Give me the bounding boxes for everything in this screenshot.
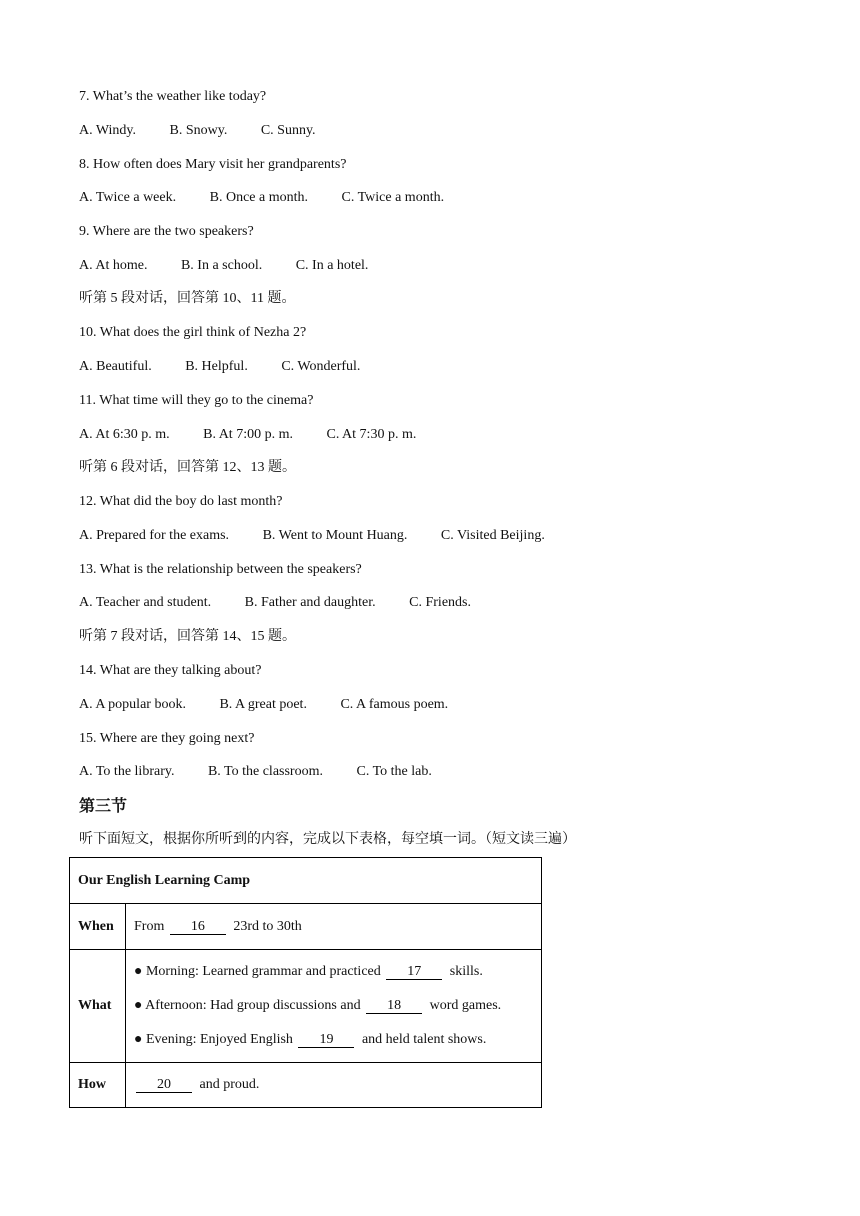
table-title-row	[70, 858, 542, 904]
options-10	[79, 358, 360, 376]
option-a: A. Teacher and student.	[79, 595, 212, 610]
row-label-how: How	[70, 1063, 126, 1108]
how-suffix: and proud.	[199, 1077, 260, 1092]
option-a: A. At 6:30 p. m.	[79, 427, 170, 442]
question-11: 11. What time will they go to the cinema?	[79, 393, 314, 408]
option-a: A. At home.	[79, 258, 148, 273]
section-title: 第三节	[79, 796, 128, 815]
option-c: C. Friends.	[409, 595, 471, 610]
when-content	[126, 904, 542, 950]
table-row-how	[70, 1063, 542, 1108]
options-7	[79, 122, 316, 140]
options-15	[79, 763, 432, 781]
section-instruction: 听下面短文，根据你所听到的内容，完成以下表格，每空填一词。（短文读三遍）	[79, 832, 576, 847]
option-a: A. Windy.	[79, 123, 136, 138]
option-b: B. In a school.	[180, 258, 263, 273]
what-content	[126, 950, 542, 1063]
option-b: B. At 7:00 p. m.	[203, 427, 293, 442]
options-12	[79, 527, 545, 545]
blank-16: 16	[170, 919, 226, 935]
instruction-dialog-5: 听第 5 段对话，回答第 10、11 题。	[79, 291, 296, 306]
table-row-what	[70, 950, 542, 1063]
option-c: C. Sunny.	[260, 123, 316, 138]
option-b: B. Father and daughter.	[244, 595, 376, 610]
option-c: C. Wonderful.	[281, 359, 361, 374]
how-content	[126, 1063, 542, 1108]
option-a: A. A popular book.	[79, 697, 186, 712]
option-b: B. A great poet.	[219, 697, 307, 712]
table-row-when	[70, 904, 542, 950]
question-8: 8. How often does Mary visit her grandparents?	[79, 157, 347, 172]
option-b: B. Helpful.	[185, 359, 248, 374]
option-a: A. Twice a week.	[79, 190, 177, 205]
option-a: A. Beautiful.	[79, 359, 152, 374]
question-14: 14. What are they talking about?	[79, 663, 262, 678]
blank-20: 20	[136, 1077, 192, 1093]
morning-suffix: skills.	[449, 964, 483, 979]
afternoon-suffix: word games.	[429, 998, 502, 1013]
options-11	[79, 426, 416, 444]
camp-table	[69, 857, 542, 1108]
instruction-dialog-6: 听第 6 段对话，回答第 12、13 题。	[79, 460, 296, 475]
option-c: C. Visited Beijing.	[440, 528, 545, 543]
question-15: 15. Where are they going next?	[79, 731, 255, 746]
blank-18: 18	[366, 998, 422, 1014]
row-label-when: When	[70, 904, 126, 950]
options-8	[79, 189, 444, 207]
option-b: B. Once a month.	[209, 190, 308, 205]
option-c: C. Twice a month.	[341, 190, 445, 205]
option-b: B. To the classroom.	[207, 764, 323, 779]
question-10: 10. What does the girl think of Nezha 2?	[79, 325, 307, 340]
option-b: B. Snowy.	[169, 123, 228, 138]
question-12: 12. What did the boy do last month?	[79, 494, 283, 509]
blank-19: 19	[298, 1032, 354, 1048]
option-c: C. At 7:30 p. m.	[326, 427, 417, 442]
options-9	[79, 257, 368, 275]
option-c: C. To the lab.	[356, 764, 432, 779]
option-a: A. To the library.	[79, 764, 175, 779]
row-label-what: What	[70, 950, 126, 1063]
what-line-morning	[134, 955, 533, 989]
table-title: Our English Learning Camp	[70, 858, 542, 904]
option-c: C. A famous poem.	[340, 697, 449, 712]
option-b: B. Went to Mount Huang.	[262, 528, 408, 543]
question-7: 7. What’s the weather like today?	[79, 89, 267, 104]
blank-17: 17	[386, 964, 442, 980]
question-13: 13. What is the relationship between the speakers?	[79, 562, 362, 577]
question-9: 9. Where are the two speakers?	[79, 224, 254, 239]
options-14	[79, 696, 448, 714]
instruction-dialog-7: 听第 7 段对话，回答第 14、15 题。	[79, 629, 296, 644]
morning-text: ● Morning: Learned grammar and practiced	[134, 964, 381, 979]
evening-text: ● Evening: Enjoyed English	[134, 1032, 293, 1047]
option-a: A. Prepared for the exams.	[79, 528, 230, 543]
options-13	[79, 594, 471, 612]
when-prefix: From	[134, 918, 165, 934]
what-line-afternoon	[134, 989, 533, 1023]
what-line-evening	[134, 1023, 533, 1057]
option-c: C. In a hotel.	[295, 258, 369, 273]
when-suffix: 23rd to 30th	[233, 918, 302, 934]
evening-suffix: and held talent shows.	[361, 1032, 487, 1047]
afternoon-text: ● Afternoon: Had group discussions and	[134, 998, 361, 1013]
